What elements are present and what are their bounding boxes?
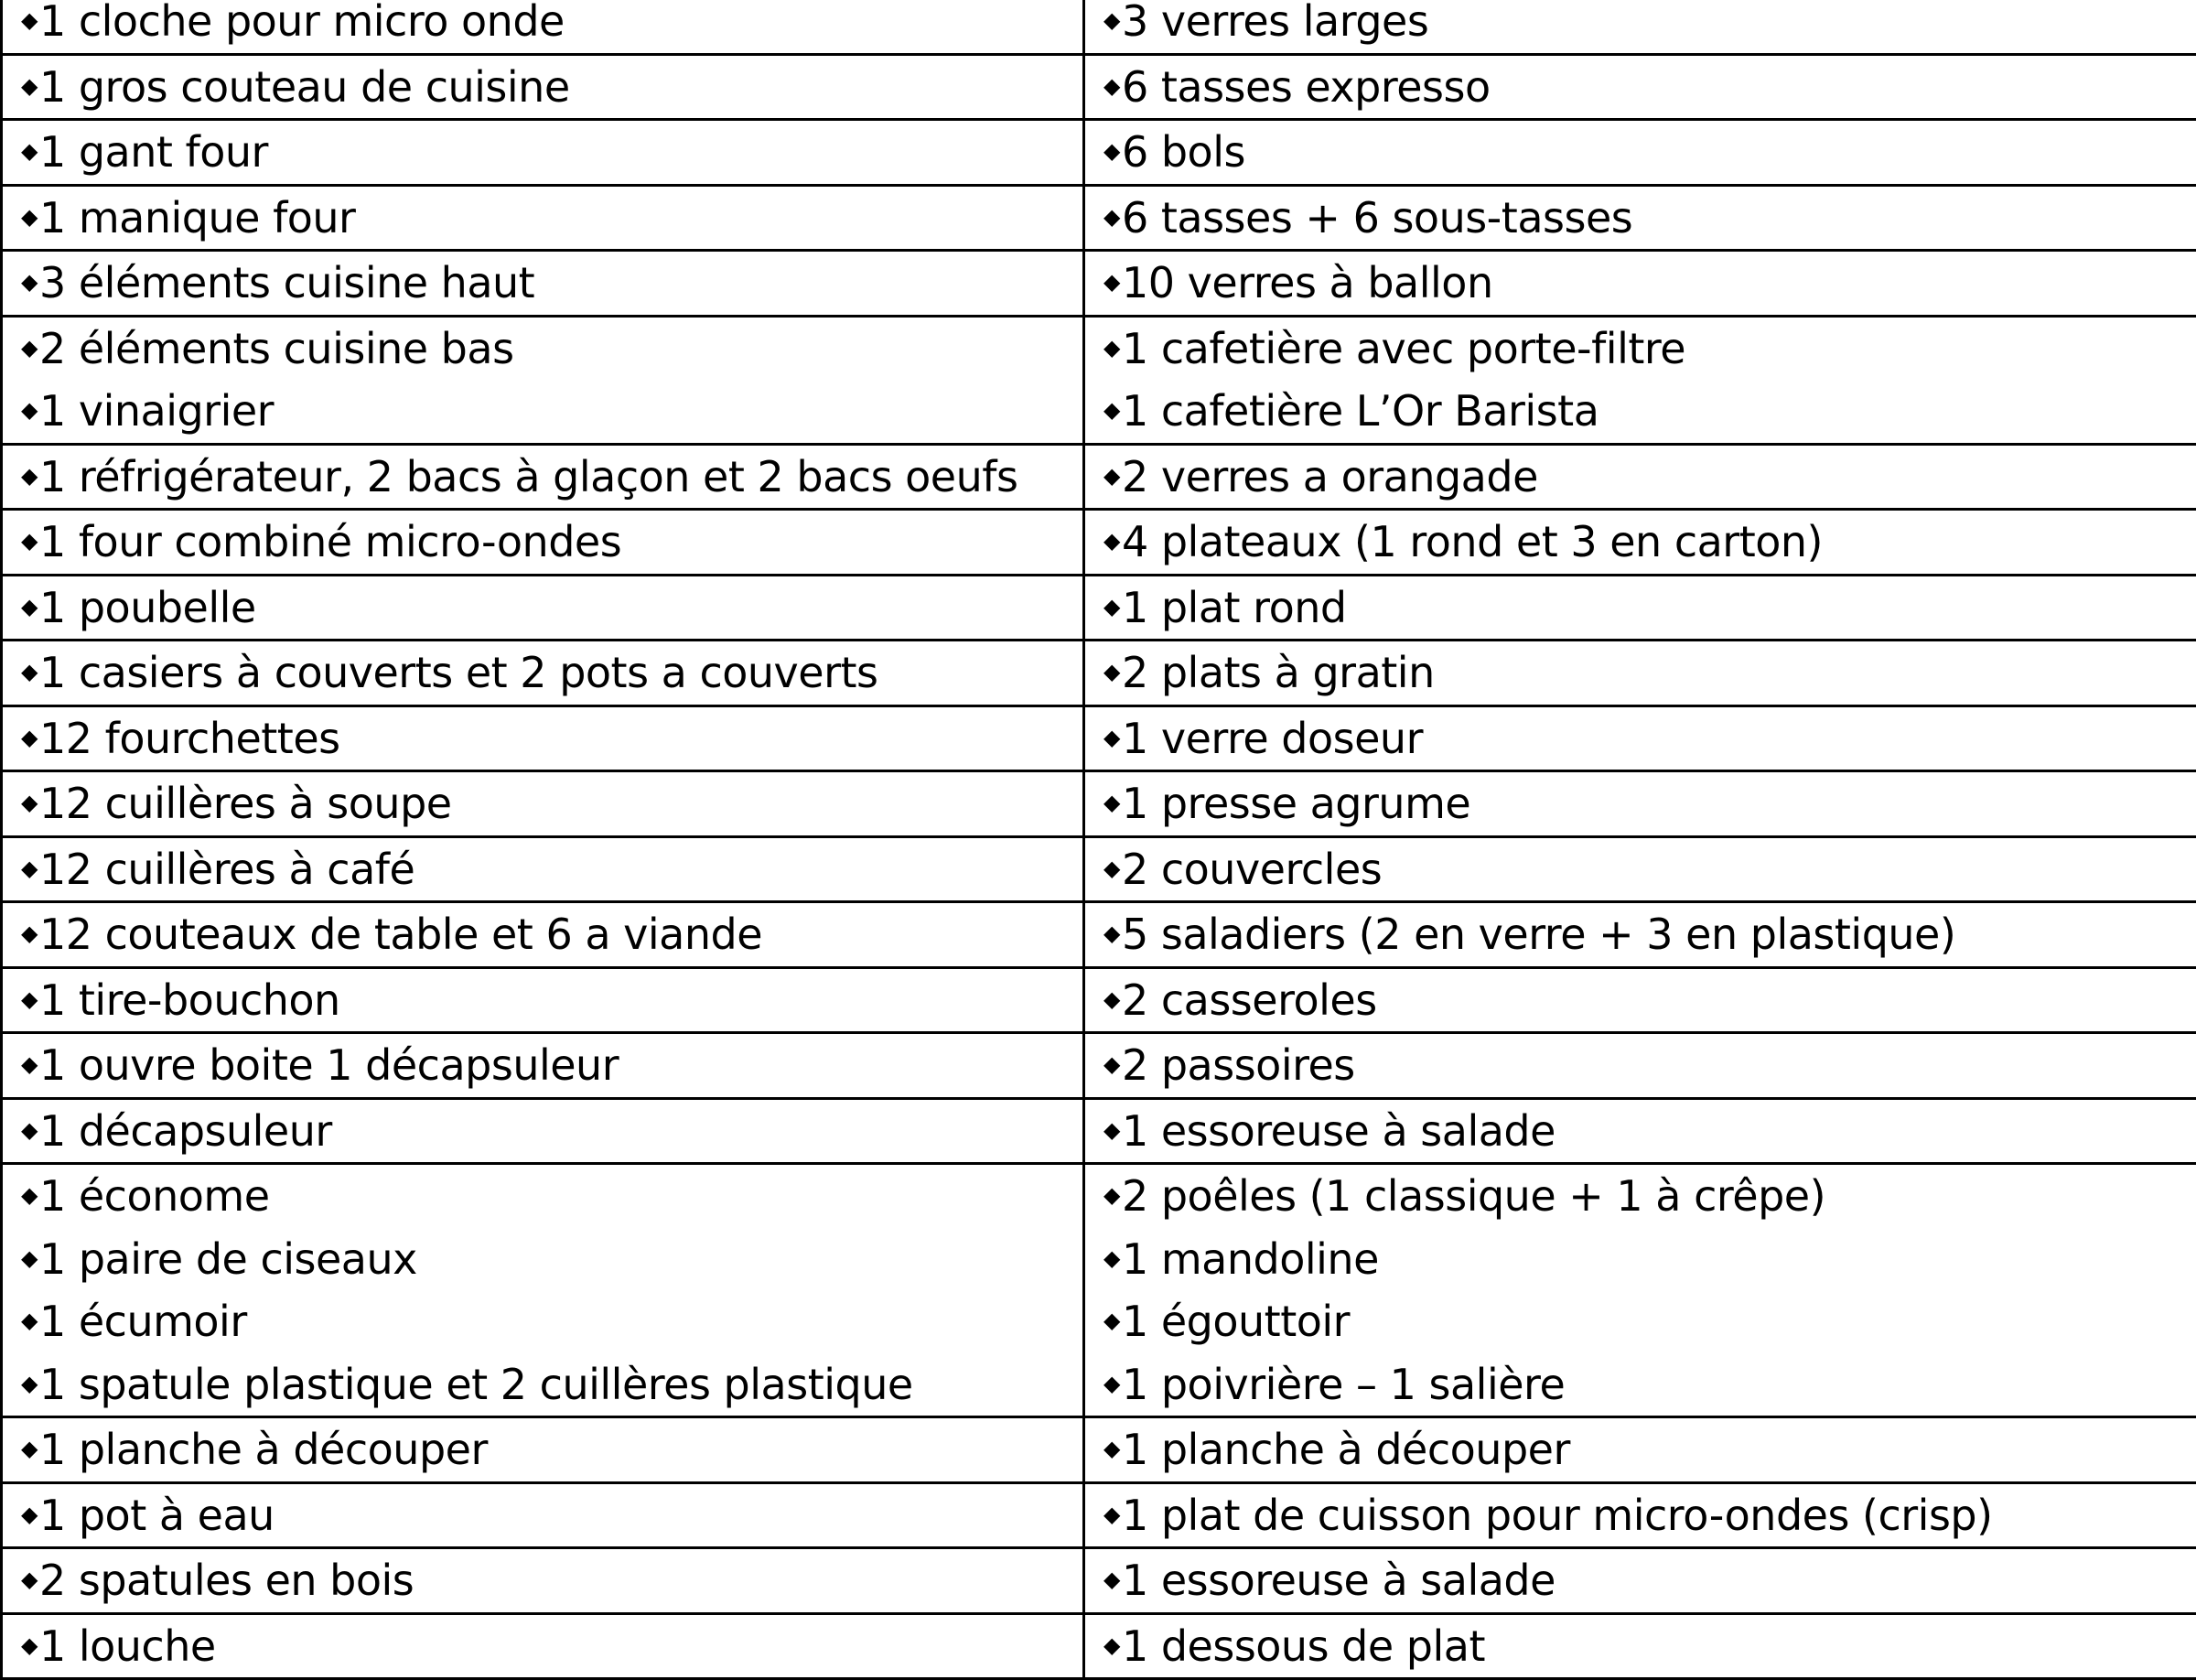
left-column-cell — [2, 705, 1084, 771]
bullet-diamond-icon: ◆ — [1103, 379, 1120, 442]
bullet-diamond-icon: ◆ — [1103, 1483, 1120, 1546]
item-text: 1 pot à eau — [39, 1491, 274, 1540]
left-column-cell — [2, 641, 1084, 706]
item-text: 1 presse agrume — [1122, 779, 1470, 828]
bullet-diamond-icon: ◆ — [1103, 317, 1120, 380]
bullet-diamond-icon: ◆ — [1103, 186, 1120, 249]
list-item — [1103, 1418, 2196, 1481]
list-item — [1103, 969, 2196, 1032]
list-item — [1103, 772, 2196, 835]
bullet-diamond-icon: ◆ — [21, 379, 38, 442]
item-text: 2 casseroles — [1122, 975, 1377, 1025]
inventory-table-body — [2, 0, 2196, 1679]
item-text: 3 verres larges — [1122, 0, 1428, 46]
bullet-diamond-icon: ◆ — [1103, 55, 1120, 118]
bullet-diamond-icon: ◆ — [21, 902, 38, 965]
item-text: 12 fourchettes — [39, 714, 340, 763]
list-item — [21, 903, 1082, 966]
bullet-diamond-icon: ◆ — [21, 1614, 38, 1677]
item-text: 1 poubelle — [39, 583, 256, 632]
item-text: 6 tasses + 6 sous-tasses — [1122, 193, 1632, 242]
right-column-cell — [1084, 444, 2196, 510]
list-item — [1103, 903, 2196, 966]
list-item — [1103, 252, 2196, 315]
item-text: 10 verres à ballon — [1122, 258, 1493, 307]
list-item — [21, 1418, 1082, 1481]
item-text: 2 couvercles — [1122, 845, 1382, 894]
item-text: 1 four combiné micro-ondes — [39, 517, 621, 566]
list-item — [1103, 446, 2196, 509]
table-row — [2, 0, 2196, 54]
left-column-cell — [2, 1164, 1084, 1417]
left-column-cell — [2, 185, 1084, 251]
bullet-diamond-icon: ◆ — [1103, 706, 1120, 770]
list-item — [1103, 1100, 2196, 1163]
right-column-cell — [1084, 510, 2196, 576]
bullet-diamond-icon: ◆ — [21, 186, 38, 249]
item-text: 1 planche à découper — [39, 1425, 488, 1474]
list-item — [21, 1615, 1082, 1678]
table-row — [2, 1548, 2196, 1614]
bullet-diamond-icon: ◆ — [1103, 120, 1120, 183]
bullet-diamond-icon: ◆ — [1103, 576, 1120, 639]
list-item — [21, 0, 1082, 53]
bullet-diamond-icon: ◆ — [1103, 1417, 1120, 1481]
item-text: 1 gros couteau de cuisine — [39, 62, 570, 112]
item-text: 1 casiers à couverts et 2 pots a couverts — [39, 648, 878, 697]
left-column-cell — [2, 0, 1084, 54]
bullet-diamond-icon: ◆ — [1103, 0, 1120, 52]
bullet-diamond-icon: ◆ — [1103, 251, 1120, 314]
item-text: 1 essoreuse à salade — [1122, 1556, 1556, 1605]
item-text: 1 vinaigrier — [39, 386, 274, 436]
table-row — [2, 1417, 2196, 1483]
list-item — [21, 187, 1082, 250]
item-text: 12 couteaux de table et 6 a viande — [39, 910, 762, 959]
list-item — [21, 511, 1082, 574]
item-text: 1 planche à découper — [1122, 1425, 1570, 1474]
bullet-diamond-icon: ◆ — [21, 1417, 38, 1481]
list-item — [1103, 380, 2196, 443]
list-item — [1103, 1228, 2196, 1291]
item-text: 1 cloche pour micro onde — [39, 0, 565, 46]
left-column-cell — [2, 1482, 1084, 1548]
list-item — [21, 1100, 1082, 1163]
bullet-diamond-icon: ◆ — [1103, 1033, 1120, 1096]
right-column-cell — [1084, 251, 2196, 317]
item-text: 4 plateaux (1 rond et 3 en carton) — [1122, 517, 1823, 566]
bullet-diamond-icon: ◆ — [21, 510, 38, 573]
right-column-cell — [1084, 641, 2196, 706]
bullet-diamond-icon: ◆ — [21, 445, 38, 508]
list-item — [21, 1353, 1082, 1416]
table-row — [2, 771, 2196, 837]
list-item — [21, 1549, 1082, 1612]
bullet-diamond-icon: ◆ — [21, 1227, 38, 1290]
bullet-diamond-icon: ◆ — [1103, 902, 1120, 965]
right-column-cell — [1084, 902, 2196, 968]
list-item — [21, 56, 1082, 119]
item-text: 1 mandoline — [1122, 1234, 1379, 1284]
list-item — [1103, 838, 2196, 901]
item-text: 1 plat rond — [1122, 583, 1347, 632]
list-item — [1103, 1353, 2196, 1416]
right-column-cell — [1084, 967, 2196, 1033]
item-text: 1 manique four — [39, 193, 356, 242]
bullet-diamond-icon: ◆ — [1103, 837, 1120, 900]
list-item — [1103, 511, 2196, 574]
right-column-cell — [1084, 1482, 2196, 1548]
item-text: 2 éléments cuisine bas — [39, 324, 514, 373]
list-item — [1103, 1290, 2196, 1353]
left-column-cell — [2, 510, 1084, 576]
left-column-cell — [2, 1098, 1084, 1164]
list-item — [1103, 318, 2196, 381]
left-column-cell — [2, 1417, 1084, 1483]
left-column-cell — [2, 902, 1084, 968]
table-row — [2, 902, 2196, 968]
item-text: 12 cuillères à soupe — [39, 779, 452, 828]
right-column-cell — [1084, 120, 2196, 186]
list-item — [21, 707, 1082, 770]
item-text: 12 cuillères à café — [39, 845, 414, 894]
bullet-diamond-icon: ◆ — [1103, 641, 1120, 704]
item-text: 3 éléments cuisine haut — [39, 258, 534, 307]
list-item — [21, 1034, 1082, 1097]
table-row — [2, 120, 2196, 186]
table-row — [2, 641, 2196, 706]
right-column-cell — [1084, 316, 2196, 444]
bullet-diamond-icon: ◆ — [1103, 1352, 1120, 1416]
bullet-diamond-icon: ◆ — [21, 1483, 38, 1546]
bullet-diamond-icon: ◆ — [1103, 1289, 1120, 1352]
item-text: 1 écumoir — [39, 1297, 247, 1346]
right-column-cell — [1084, 0, 2196, 54]
list-item — [21, 252, 1082, 315]
list-item — [1103, 0, 2196, 53]
list-item — [21, 380, 1082, 443]
right-column-cell — [1084, 1613, 2196, 1679]
left-column-cell — [2, 771, 1084, 837]
table-row — [2, 1482, 2196, 1548]
table-row — [2, 575, 2196, 641]
bullet-diamond-icon: ◆ — [21, 1289, 38, 1352]
bullet-diamond-icon: ◆ — [21, 1099, 38, 1162]
table-row — [2, 510, 2196, 576]
left-column-cell — [2, 1613, 1084, 1679]
table-row — [2, 444, 2196, 510]
list-item — [21, 969, 1082, 1032]
item-text: 1 tire-bouchon — [39, 975, 340, 1025]
item-text: 1 verre doseur — [1122, 714, 1423, 763]
list-item — [1103, 707, 2196, 770]
left-column-cell — [2, 444, 1084, 510]
list-item — [21, 576, 1082, 640]
bullet-diamond-icon: ◆ — [21, 251, 38, 314]
bullet-diamond-icon: ◆ — [21, 706, 38, 770]
item-text: 1 poivrière – 1 salière — [1122, 1360, 1565, 1409]
list-item — [1103, 1549, 2196, 1612]
right-column-cell — [1084, 771, 2196, 837]
bullet-diamond-icon: ◆ — [21, 1164, 38, 1227]
item-text: 1 ouvre boite 1 décapsuleur — [39, 1040, 619, 1090]
list-item — [1103, 1165, 2196, 1228]
table-row — [2, 251, 2196, 317]
item-text: 1 économe — [39, 1171, 270, 1221]
right-column-cell — [1084, 575, 2196, 641]
item-text: 6 bols — [1122, 127, 1245, 177]
list-item — [21, 641, 1082, 705]
left-column-cell — [2, 54, 1084, 120]
table-row — [2, 1164, 2196, 1417]
table-row — [2, 705, 2196, 771]
table-row — [2, 967, 2196, 1033]
table-row — [2, 1098, 2196, 1164]
table-row — [2, 316, 2196, 444]
item-text: 1 gant four — [39, 127, 268, 177]
bullet-diamond-icon: ◆ — [21, 641, 38, 704]
left-column-cell — [2, 251, 1084, 317]
bullet-diamond-icon: ◆ — [21, 1352, 38, 1416]
item-text: 1 essoreuse à salade — [1122, 1106, 1556, 1156]
bullet-diamond-icon: ◆ — [21, 0, 38, 52]
bullet-diamond-icon: ◆ — [1103, 771, 1120, 835]
right-column-cell — [1084, 1164, 2196, 1417]
list-item — [1103, 1615, 2196, 1678]
item-text: 1 cafetière L’Or Barista — [1122, 386, 1599, 436]
item-text: 2 plats à gratin — [1122, 648, 1435, 697]
bullet-diamond-icon: ◆ — [1103, 1099, 1120, 1162]
left-column-cell — [2, 1548, 1084, 1614]
bullet-diamond-icon: ◆ — [1103, 1227, 1120, 1290]
list-item — [1103, 187, 2196, 250]
right-column-cell — [1084, 1548, 2196, 1614]
left-column-cell — [2, 120, 1084, 186]
list-item — [21, 1484, 1082, 1547]
bullet-diamond-icon: ◆ — [21, 55, 38, 118]
list-item — [21, 1228, 1082, 1291]
bullet-diamond-icon: ◆ — [1103, 445, 1120, 508]
bullet-diamond-icon: ◆ — [21, 576, 38, 639]
bullet-diamond-icon: ◆ — [21, 968, 38, 1031]
bullet-diamond-icon: ◆ — [1103, 1164, 1120, 1227]
right-column-cell — [1084, 1098, 2196, 1164]
item-text: 2 poêles (1 classique + 1 à crêpe) — [1122, 1171, 1825, 1221]
list-item — [1103, 576, 2196, 640]
left-column-cell — [2, 1033, 1084, 1099]
left-column-cell — [2, 316, 1084, 444]
list-item — [21, 1290, 1082, 1353]
table-row — [2, 54, 2196, 120]
item-text: 2 spatules en bois — [39, 1556, 414, 1605]
bullet-diamond-icon: ◆ — [21, 1548, 38, 1611]
right-column-cell — [1084, 1033, 2196, 1099]
bullet-diamond-icon: ◆ — [1103, 1614, 1120, 1677]
list-item — [21, 318, 1082, 381]
bullet-diamond-icon: ◆ — [21, 837, 38, 900]
bullet-diamond-icon: ◆ — [21, 1033, 38, 1096]
bullet-diamond-icon: ◆ — [1103, 968, 1120, 1031]
list-item — [1103, 121, 2196, 184]
bullet-diamond-icon: ◆ — [21, 317, 38, 380]
left-column-cell — [2, 967, 1084, 1033]
bullet-diamond-icon: ◆ — [21, 120, 38, 183]
right-column-cell — [1084, 185, 2196, 251]
table-row — [2, 185, 2196, 251]
bullet-diamond-icon: ◆ — [1103, 1548, 1120, 1611]
list-item — [1103, 641, 2196, 705]
item-text: 1 spatule plastique et 2 cuillères plastique — [39, 1360, 913, 1409]
list-item — [21, 1165, 1082, 1228]
item-text: 1 louche — [39, 1621, 216, 1671]
item-text: 1 réfrigérateur, 2 bacs à glaçon et 2 bacs oeufs — [39, 452, 1017, 501]
item-text: 1 cafetière avec porte-filtre — [1122, 324, 1685, 373]
item-text: 2 verres a orangade — [1122, 452, 1538, 501]
list-item — [21, 446, 1082, 509]
table-row — [2, 1613, 2196, 1679]
list-item — [21, 838, 1082, 901]
bullet-diamond-icon: ◆ — [1103, 510, 1120, 573]
table-row — [2, 836, 2196, 902]
right-column-cell — [1084, 836, 2196, 902]
left-column-cell — [2, 575, 1084, 641]
item-text: 1 paire de ciseaux — [39, 1234, 417, 1284]
list-item — [1103, 1484, 2196, 1547]
list-item — [1103, 56, 2196, 119]
list-item — [1103, 1034, 2196, 1097]
right-column-cell — [1084, 705, 2196, 771]
item-text: 6 tasses expresso — [1122, 62, 1491, 112]
item-text: 1 égouttoir — [1122, 1297, 1350, 1346]
list-item — [21, 121, 1082, 184]
table-row — [2, 1033, 2196, 1099]
right-column-cell — [1084, 54, 2196, 120]
left-column-cell — [2, 836, 1084, 902]
right-column-cell — [1084, 1417, 2196, 1483]
item-text: 1 décapsuleur — [39, 1106, 332, 1156]
bullet-diamond-icon: ◆ — [21, 771, 38, 835]
item-text: 1 dessous de plat — [1122, 1621, 1485, 1671]
item-text: 5 saladiers (2 en verre + 3 en plastique) — [1122, 910, 1955, 959]
list-item — [21, 772, 1082, 835]
item-text: 1 plat de cuisson pour micro-ondes (crisp) — [1122, 1491, 1993, 1540]
item-text: 2 passoires — [1122, 1040, 1355, 1090]
